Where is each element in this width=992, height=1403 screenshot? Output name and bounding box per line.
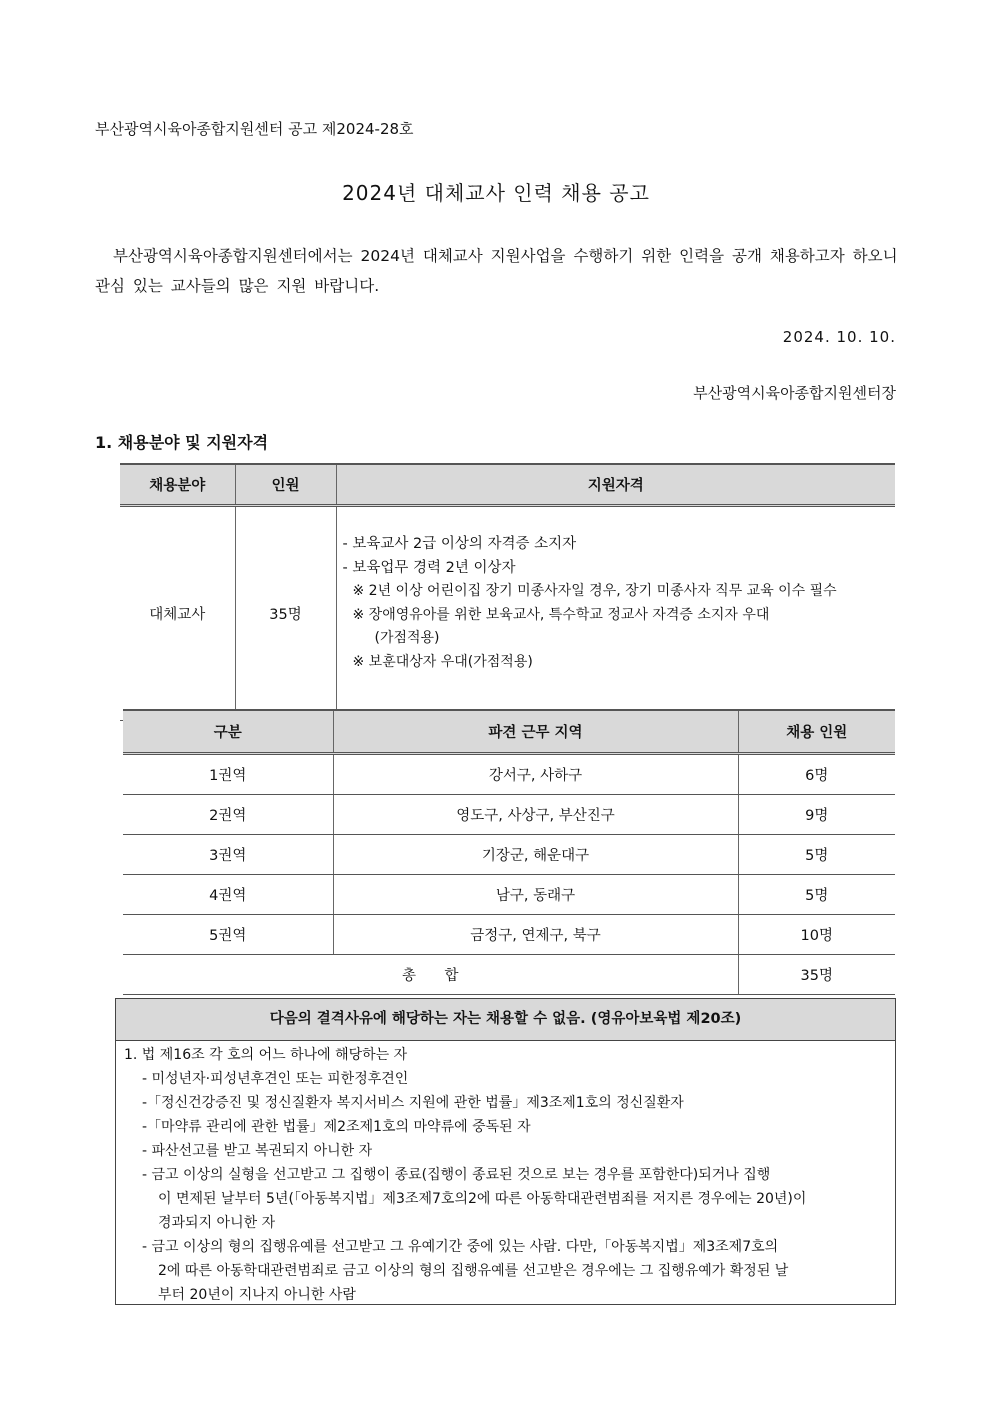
- count-cell: 35명: [235, 506, 336, 721]
- disqualification-line: 이 면제된 날부터 5년(「아동복지법」제3조제7호의2에 따른 아동학대관련범죄를 저지른 경우에는 20년)이: [158, 1191, 807, 1207]
- region-area: 영도구, 사상구, 부산진구: [333, 795, 738, 835]
- disqualification-list: [116, 1041, 895, 1307]
- table-row: [123, 835, 895, 875]
- region-area: 금정구, 연제구, 북구: [333, 915, 738, 955]
- intro-paragraph: 부산광역시육아종합지원센터에서는 2024년 대체교사 지원사업을 수행하기 위한 인력을 공개 채용하고자 하오니 관심 있는 교사들의 많은 지원 바랍니다.: [95, 247, 898, 295]
- qualification-header-row: [120, 464, 895, 506]
- region-header-row: [123, 710, 895, 754]
- disqualification-line: 부터 20년이 지나지 아니한 사람: [158, 1287, 356, 1303]
- region-count: 9명: [738, 795, 895, 835]
- requirement-note: ※ 보훈대상자 우대(가점적용): [352, 653, 533, 670]
- total-value: 35명: [738, 955, 895, 995]
- region-count: 6명: [738, 754, 895, 795]
- region-count: 10명: [738, 915, 895, 955]
- requirement-note: ※ 장애영유아를 위한 보육교사, 특수학교 정교사 자격증 소지자 우대: [352, 606, 770, 623]
- field-cell: 대체교사: [120, 506, 235, 721]
- table-row: [123, 795, 895, 835]
- region-area: 남구, 동래구: [333, 875, 738, 915]
- notice-date: 2024. 10. 10.: [782, 328, 896, 346]
- disqualification-line: -「마약류 관리에 관한 법률」제2조제1호의 마약류에 중독된 자: [142, 1119, 531, 1135]
- document-title: 2024년 대체교사 인력 채용 공고: [342, 181, 650, 205]
- disqualification-heading: 다음의 결격사유에 해당하는 자는 채용할 수 없음. (영유아보육법 제20조): [116, 999, 895, 1041]
- qualification-table: [120, 463, 895, 721]
- region-area: 기장군, 해운대구: [333, 835, 738, 875]
- section-1-title: 1. 채용분야 및 지원자격: [95, 433, 269, 452]
- header-count: 인원: [235, 464, 336, 506]
- qualification-row: [120, 506, 895, 721]
- region-division: 1권역: [123, 754, 333, 795]
- disqualification-line: - 미성년자·피성년후견인 또는 피한정후견인: [142, 1071, 409, 1087]
- table-row: [123, 915, 895, 955]
- region-division: 4권역: [123, 875, 333, 915]
- header-hire-count: 채용 인원: [738, 710, 895, 754]
- total-row: [123, 955, 895, 995]
- disqualification-line: - 금고 이상의 형의 집행유예를 선고받고 그 유예기간 중에 있는 사람. 다만,「아동복지법」제3조제7호의: [142, 1239, 779, 1255]
- requirement-item: - 보육업무 경력 2년 이상자: [342, 559, 516, 576]
- requirement-note-continued: (가점적용): [374, 630, 440, 646]
- region-count: 5명: [738, 835, 895, 875]
- region-count: 5명: [738, 875, 895, 915]
- total-label: 총 합: [123, 955, 738, 995]
- disqualification-line: - 금고 이상의 실형을 선고받고 그 집행이 종료(집행이 종료된 것으로 보는 경우를 포함한다)되거나 집행: [142, 1167, 771, 1183]
- table-row: [123, 875, 895, 915]
- requirement-note: ※ 2년 이상 어린이집 장기 미종사자일 경우, 장기 미종사자 직무 교육 이수 필수: [352, 583, 837, 599]
- table-row: [123, 754, 895, 795]
- issuer-name: 부산광역시육아종합지원센터장: [693, 384, 896, 402]
- region-table: [123, 709, 895, 995]
- notice-number: 부산광역시육아종합지원센터 공고 제2024-28호: [95, 120, 414, 138]
- header-field: 채용분야: [120, 464, 235, 506]
- requirement-item: - 보육교사 2급 이상의 자격증 소지자: [342, 536, 577, 552]
- disqualification-box: [115, 998, 896, 1305]
- disqualification-line: 2에 따른 아동학대관련범죄로 금고 이상의 형의 집행유예를 선고받은 경우에는 그 집행유예가 확정된 날: [158, 1263, 789, 1279]
- region-division: 5권역: [123, 915, 333, 955]
- disqualification-line: -「정신건강증진 및 정신질환자 복지서비스 지원에 관한 법률」제3조제1호의 정신질환자: [142, 1095, 684, 1111]
- disqualification-line: 1. 법 제16조 각 호의 어느 하나에 해당하는 자: [124, 1047, 408, 1063]
- header-division: 구분: [123, 710, 333, 754]
- disqualification-line: - 파산선고를 받고 복권되지 아니한 자: [142, 1143, 373, 1159]
- requirements-cell: [336, 506, 895, 721]
- region-area: 강서구, 사하구: [333, 754, 738, 795]
- region-division: 2권역: [123, 795, 333, 835]
- disqualification-line: 경과되지 아니한 자: [158, 1215, 276, 1231]
- region-division: 3권역: [123, 835, 333, 875]
- header-area: 파견 근무 지역: [333, 710, 738, 754]
- header-requirements: 지원자격: [336, 464, 895, 506]
